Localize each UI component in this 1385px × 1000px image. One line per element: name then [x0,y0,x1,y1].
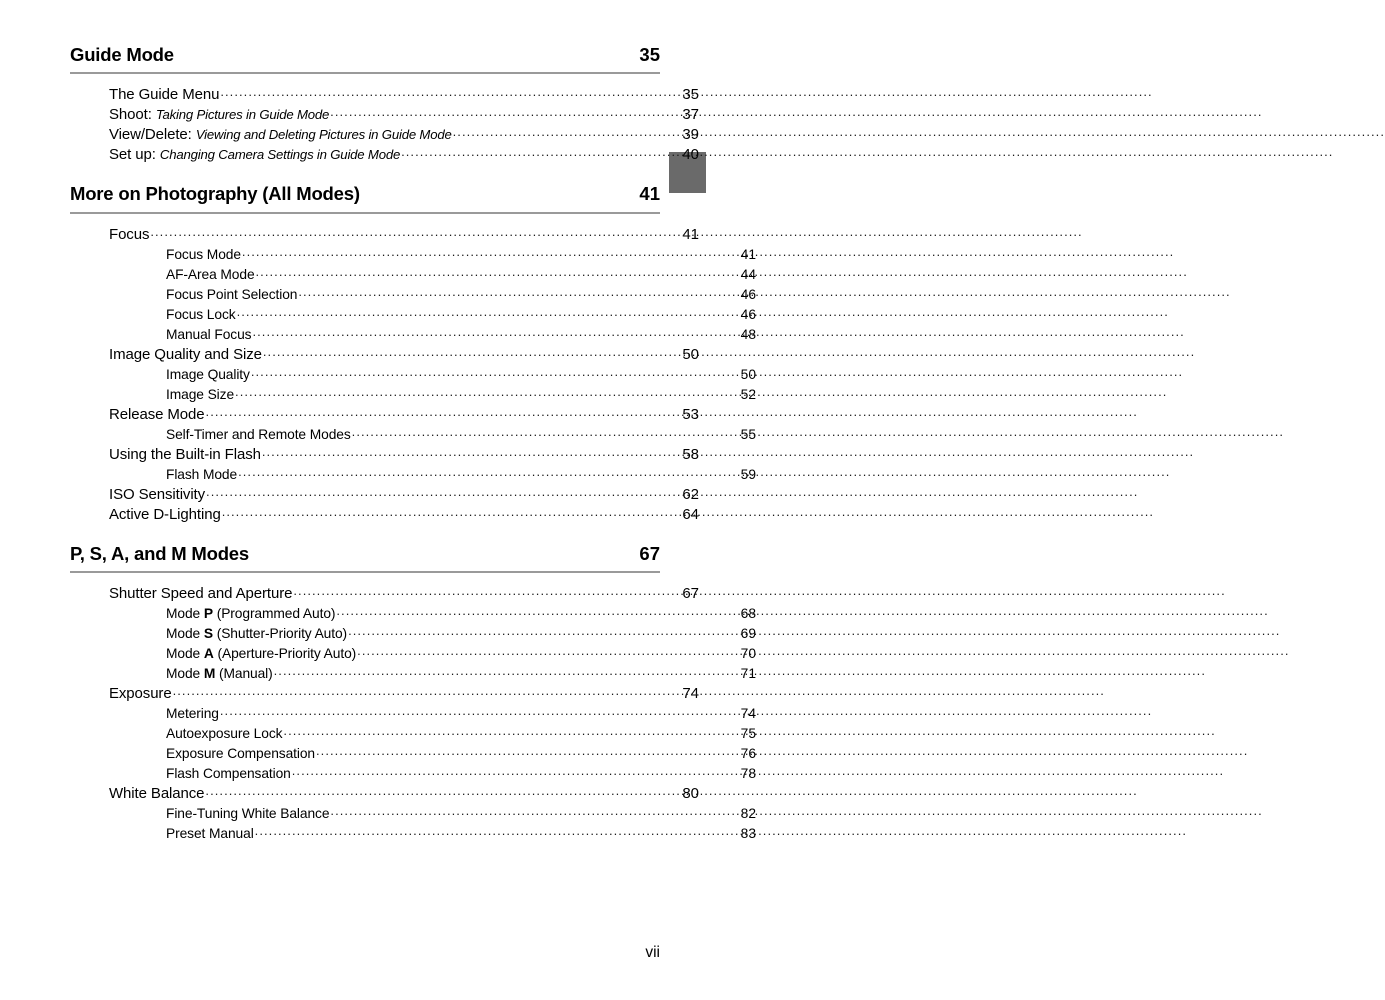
dot-leader [206,485,681,499]
toc-entry-text: Active D-Lighting [109,505,221,523]
toc-entry-page-number: 48 [740,326,756,342]
dot-leader [316,744,738,758]
dot-leader [220,704,738,718]
dot-leader [173,684,681,698]
dot-leader [237,305,738,319]
dot-leader [352,425,738,439]
toc-entry-text: Focus Point Selection [166,286,298,302]
toc-entry-page-number: 83 [740,825,756,841]
dot-leader [293,584,681,598]
toc-entry-mode-letter: A [203,645,214,661]
toc-entry-page-number: 64 [682,505,699,523]
toc-entry-text: Shutter Speed and Aperture [109,584,293,602]
section-page-number: 41 [639,183,660,205]
toc-entry-text: ISO Sensitivity [109,485,206,503]
dot-leader [252,325,738,339]
toc-entry-page-number: 62 [682,485,699,503]
toc-entry-list [70,214,756,525]
toc-entry-page-number: 41 [682,225,699,243]
toc-entry-text: Set up: [109,146,156,164]
toc-entry-text: Self-Timer and Remote Modes [166,426,351,442]
section-page-number: 67 [639,542,660,564]
toc-entry-label [166,624,347,644]
toc-entry-text: Image Quality [166,366,250,382]
toc-entry[interactable] [70,824,756,844]
section-title: P, S, A, and M Modes [70,542,249,564]
toc-entry-label [166,704,219,724]
toc-entry-text: Fine-Tuning White Balance [166,805,330,821]
toc-entry-label [166,724,282,744]
toc-section [70,44,699,165]
toc-entry-page-number: 67 [682,584,699,602]
dot-leader [298,285,738,299]
toc-entry-page-number: 70 [740,645,756,661]
dot-leader [205,784,681,798]
toc-entry-label [109,105,329,125]
toc-entry-text: Manual Focus [166,326,252,342]
dot-leader [274,664,738,678]
dot-leader [330,105,681,119]
dot-leader [262,445,681,459]
toc-entry-page-number: 76 [740,745,756,761]
section-heading[interactable] [70,183,660,204]
dot-leader [283,724,738,738]
footer-page-number: vii [645,944,660,961]
toc-entry-mode-letter: M [203,665,216,681]
toc-entry-text: Exposure Compensation [166,745,315,761]
toc-entry-text: Exposure [109,684,172,702]
toc-entry-label [109,584,292,604]
toc-entry-page-number: 68 [740,605,756,621]
toc-entry-label [166,604,335,624]
dot-leader [238,465,738,479]
toc-entry-page-number: 74 [682,684,699,702]
toc-entry-text: Focus Mode [166,246,241,262]
toc-content [70,44,756,844]
toc-entry-page-number: 37 [682,106,699,124]
toc-entry-text: The Guide Menu [109,86,220,104]
toc-entry-text: Mode [166,645,204,661]
toc-entry-text: Autoexposure Lock [166,725,283,741]
toc-entry-text: Preset Manual [166,825,254,841]
dot-leader [150,225,681,239]
toc-entry-text: White Balance [109,784,205,802]
toc-entry-label [109,405,205,425]
dot-leader [222,505,681,519]
toc-entry-page-number: 39 [682,126,699,144]
dot-leader [401,145,681,159]
toc-section [70,542,756,844]
toc-entry-page-number: 44 [740,266,756,282]
toc-entry-page-number: 53 [682,405,699,423]
toc-entry-text: Mode [166,625,204,641]
toc-entry-page-number: 50 [682,345,699,363]
toc-entry-label [166,305,236,325]
toc-entry-text-tail: (Shutter-Priority Auto) [212,625,348,641]
toc-section [70,183,756,524]
toc-entry-text: Focus [109,225,150,243]
section-heading[interactable] [70,44,660,65]
toc-entry[interactable] [70,145,699,165]
toc-entry-mode-letter: S [203,625,213,641]
toc-entry-page-number: 75 [740,725,756,741]
toc-entry-page-number: 46 [740,286,756,302]
toc-entry-label [109,684,172,704]
dot-leader [235,385,738,399]
toc-entry-text: View/Delete: [109,126,192,144]
toc-entry-text: Flash Compensation [166,765,291,781]
dot-leader [220,85,681,99]
toc-entry-label [166,265,255,285]
dot-leader [292,764,738,778]
section-title: More on Photography (All Modes) [70,183,360,205]
section-heading[interactable] [70,543,660,564]
toc-entry-text: Image Quality and Size [109,345,262,363]
toc-entry-page-number: 55 [740,426,756,442]
toc-entry-text: Mode [166,665,204,681]
toc-entry-label [109,145,400,165]
toc-entry-page-number: 46 [740,306,756,322]
dot-leader [263,345,681,359]
toc-entry-page-number: 52 [740,386,756,402]
toc-entry-list [70,573,756,844]
toc-entry-label [166,824,254,844]
toc-entry-page-number: 58 [682,445,699,463]
toc-entry-text: Mode [166,605,204,621]
toc-entry[interactable] [70,505,699,525]
toc-entry-list [70,74,699,165]
toc-entry-subtitle: Taking Pictures in Guide Mode [155,107,330,123]
toc-entry-page-number: 71 [740,665,756,681]
toc-entry-label [109,505,221,525]
toc-entry-page-number: 41 [740,246,756,262]
toc-entry-page-number: 78 [740,765,756,781]
dot-leader [242,245,738,259]
toc-entry-label [109,225,149,245]
toc-entry-label [109,485,205,505]
dot-leader [336,604,738,618]
toc-entry-label [109,784,204,804]
toc-entry-label [166,325,251,345]
toc-entry-text: Flash Mode [166,466,238,482]
toc-entry-subtitle: Changing Camera Settings in Guide Mode [159,147,401,163]
toc-entry-page-number: 59 [740,466,756,482]
toc-entry-page-number: 74 [740,705,756,721]
toc-entry-page-number: 40 [682,146,699,164]
dot-leader [255,824,738,838]
section-page-number: 35 [639,44,660,65]
toc-entry-text: Shoot: [109,106,152,124]
dot-leader [453,125,681,139]
toc-entry-page-number: 69 [740,625,756,641]
toc-entry-text: Focus Lock [166,306,236,322]
toc-entry-page-number: 82 [740,805,756,821]
toc-entry-mode-letter: P [203,605,213,621]
dot-leader [251,365,738,379]
toc-entry-text: AF-Area Mode [166,266,255,282]
toc-entry-page-number: 50 [740,366,756,382]
toc-entry-label [166,245,241,265]
dot-leader [357,644,738,658]
toc-entry-text: Release Mode [109,405,205,423]
toc-entry-text: Using the Built-in Flash [109,445,261,463]
dot-leader [206,405,681,419]
toc-entry-page-number: 35 [682,86,699,104]
toc-entry-label [109,85,219,105]
section-title: Guide Mode [70,44,174,65]
toc-entry-subtitle: Viewing and Deleting Pictures in Guide Mode [195,127,452,143]
toc-entry-text-tail: (Aperture-Priority Auto) [213,645,357,661]
dot-leader [330,804,738,818]
toc-entry-page-number: 80 [682,784,699,802]
toc-entry-label [109,345,262,365]
dot-leader [256,265,738,279]
dot-leader [348,624,738,638]
toc-entry-text-tail: (Programmed Auto) [212,605,336,621]
toc-entry-text-tail: (Manual) [215,665,273,681]
toc-entry-text: Image Size [166,386,235,402]
toc-entry-text: Metering [166,705,219,721]
